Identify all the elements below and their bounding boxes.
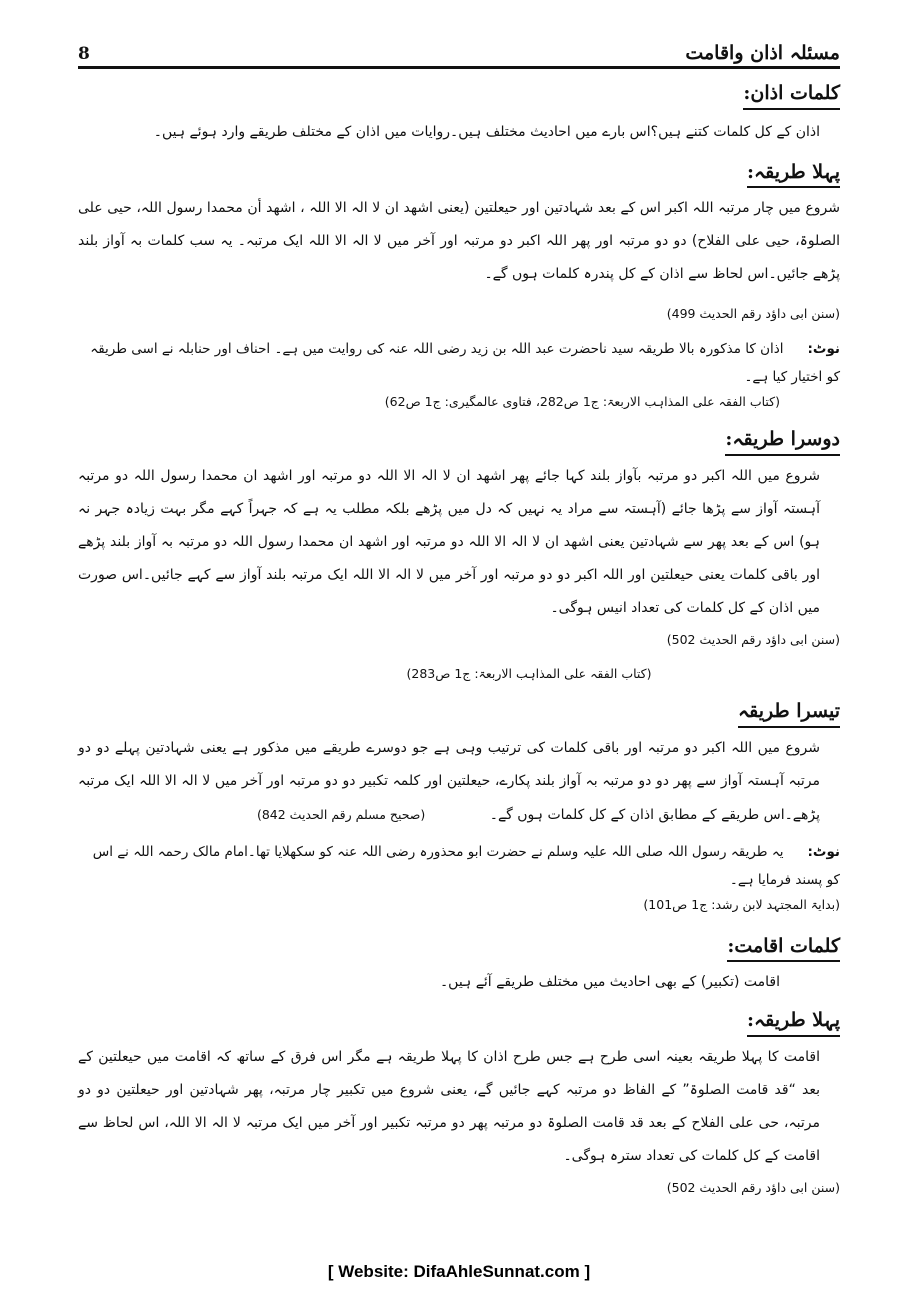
book-title: مسئلہ اذان واقامت — [685, 42, 840, 64]
page-header — [78, 30, 840, 64]
method2-reference-2: (کتاب الفقہ علی المذاہب الاربعۃ: ج1 ص283) — [406, 665, 652, 681]
method3-heading: تیسرا طریقہ — [738, 699, 840, 728]
azan-words-heading: کلمات اذان: — [743, 81, 840, 110]
website-footer: [ Website: DifaAhleSunnat.com ] — [327, 1262, 591, 1281]
method1-note — [78, 335, 840, 391]
iqamah-words-heading: کلمات اقامت: — [727, 934, 840, 963]
method3-note-text: یہ طریقہ رسول اللہ صلی اللہ علیہ وسلم نے حضرت ابو محذورہ رضی اللہ عنہ کو سکھلایا تھا۔امام مالک رحمہ اللہ نے اس کو پسند فرمایا ہے۔ — [92, 843, 840, 888]
method3-note-reference: (بدایۃ المجتہد لابن رشد: ج1 ص101) — [643, 896, 840, 912]
method2-heading: دوسرا طریقہ: — [725, 427, 840, 456]
method2-text: شروع میں اللہ اکبر دو مرتبہ بآواز بلند کہا جائے پھر اشھد ان لا الہ الا اللہ دو مرتبہ اور اشھد ان محمدا رسول اللہ دو مرتبہ آہستہ آواز سے پڑھا جائے (آہستہ سے مراد یہ نہیں کہ دل میں پڑھے بلکہ مطلب یہ ہے کہ جہراً کہے مگر بہت زیادہ جہر نہ ہو) اس کے بعد پھر سے شہادتین یعنی اشھد ان لا الہ الا اللہ دو مرتبہ اور اشھد ان محمدا رسول اللہ دو مرتبہ بہ آواز بلند پڑھے اور باقی کلمات یعنی حیعلتین اور اللہ اکبر دو دو مرتبہ اور آخر میں لا الہ الا اللہ ایک مرتبہ بلند آواز سے کہے جائیں۔اس صورت میں اذان کے کل کلمات کی تعداد انیس ہوگی۔ — [78, 467, 820, 616]
header-rule — [78, 66, 840, 69]
method3-reference: (صحیح مسلم رقم الحدیث 842) — [256, 806, 426, 822]
method1-note-text: اذان کا مذکورہ بالا طریقہ سید ناحضرت عبد اللہ بن زید رضی اللہ عنہ کی روایت میں ہے۔ احناف اور حنابلہ نے اسی طریقہ کو اختیار کیا ہے۔ — [90, 341, 840, 386]
method1-text: شروع میں چار مرتبہ اللہ اکبر اس کے بعد شہادتین اور حیعلتین (یعنی اشھد ان لا الہ الا اللہ ، اشھد أن محمدا رسول اللہ، حیی علی الصلوۃ، حیی علی الفلاح) دو دو مرتبہ اور پھر اللہ اکبر دو مرتبہ اور آخر میں لا الہ الا اللہ ایک مرتبہ۔ یہ سب کلمات بہ آواز بلند پڑھے جائیں۔اس لحاظ سے اذان کے کل پندرہ کلمات ہوں گے۔ — [78, 200, 840, 283]
method1-heading: پہلا طریقہ: — [747, 160, 840, 189]
iqamah-intro: اقامت (تکبیر) کے بھی احادیث میں مختلف طریقے آئے ہیں۔ — [439, 974, 780, 991]
iqamah-method1-reference: (سنن ابی داؤد رقم الحدیث 502) — [666, 1179, 840, 1195]
method2-reference-1: (سنن ابی داؤد رقم الحدیث 502) — [666, 631, 840, 647]
method1-note-reference: (کتاب الفقہ علی المذاہب الاربعۃ: ج1 ص282، فتاوی عالمگیری: ج1 ص62) — [384, 394, 780, 410]
method3-body: شروع میں اللہ اکبر دو مرتبہ اور باقی کلمات کی ترتیب وہی ہے جو دوسرے طریقے میں مذکور ہے یعنی شہادتین پہلے دو دو مرتبہ آہستہ آواز سے پھر دو دو مرتبہ بہ آواز بلند پکارے، حیعلتین اور کلمہ تکبیر دو دو مرتبہ اور آخر میں لا الہ الا اللہ ایک مرتبہ پڑھے۔اس طریقے کے مطابق اذان کے کل کلمات ہوں گے۔ — [78, 739, 820, 823]
method1-reference: (سنن ابی داؤد رقم الحدیث 499) — [666, 306, 840, 322]
note-label: نوٹ: — [807, 843, 840, 860]
azan-intro: اذان کے کل کلمات کتنے ہیں؟اس بارے میں احادیث مختلف ہیں۔روایات میں اذان کے مختلف طریقے وارد ہوئے ہیں۔ — [153, 123, 820, 140]
iqamah-method1-text: اقامت کا پہلا طریقہ بعینہ اسی طرح ہے جس طرح اذان کا پہلا طریقہ ہے مگر اس فرق کے ساتھ کہ اقامت میں حیعلتین کے بعد “قد قامت الصلوۃ” کے الفاظ دو مرتبہ کہے جائیں گے، یعنی شروع میں تکبیر چار مرتبہ، پھر شہادتین اور حیعلتین دو دو مرتبہ، حی علی الفلاح کے بعد قد قامت الصلوۃ دو مرتبہ پھر دو مرتبہ تکبیر اور آخر میں ایک مرتبہ لا الہ الا اللہ، اس لحاظ سے اقامت کے کل کلمات کی تعداد سترہ ہوگی۔ — [78, 1048, 820, 1164]
note-label: نوٹ: — [807, 341, 840, 358]
page-number: 8 — [78, 44, 90, 64]
method3-note — [78, 838, 840, 894]
method3-text — [78, 732, 840, 832]
iqamah-method1-heading: پہلا طریقہ: — [747, 1008, 840, 1037]
